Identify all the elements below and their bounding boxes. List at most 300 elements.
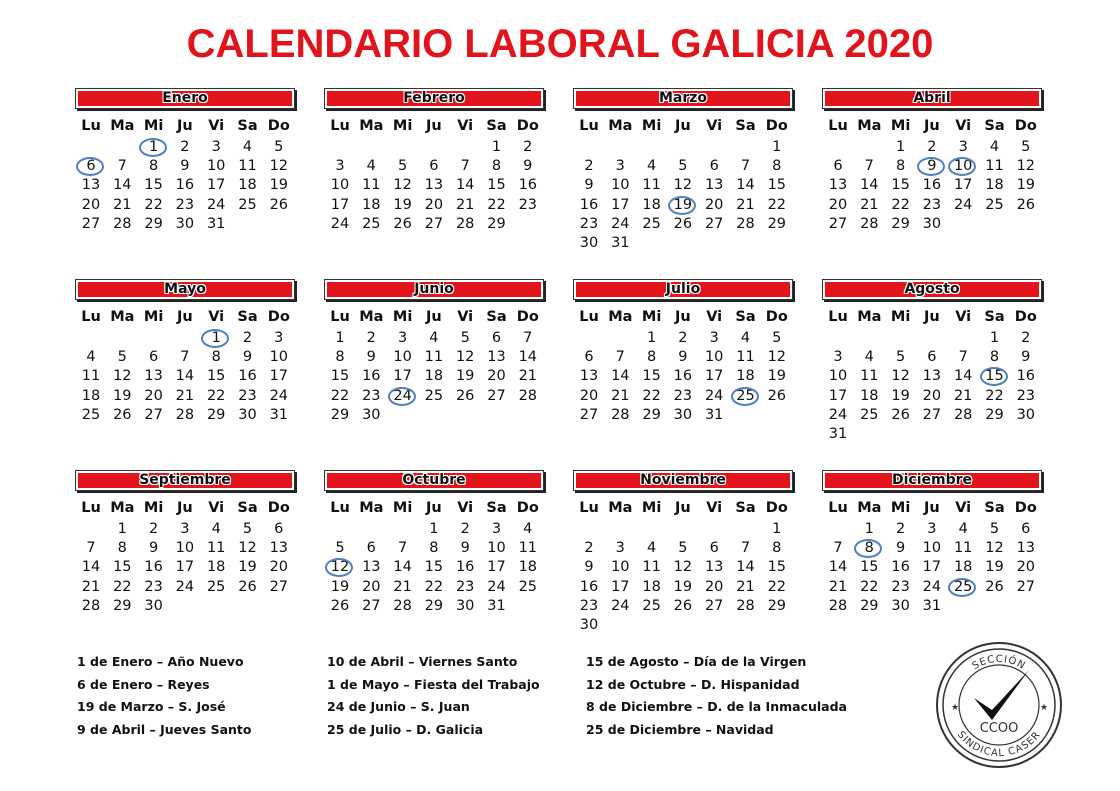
weekday-label: Sa — [984, 500, 1005, 516]
month-name: Agosto — [904, 281, 960, 297]
day-cell: 14 — [953, 368, 973, 385]
day-cell: 20 — [704, 196, 724, 213]
weekday-label: Do — [1014, 309, 1037, 325]
day-cell: 3 — [180, 521, 190, 537]
weekday-label: Do — [267, 309, 290, 325]
month-header — [324, 88, 544, 109]
day-cell: 4 — [86, 349, 96, 366]
day-cell: 4 — [646, 158, 657, 175]
day-cell: 18 — [424, 368, 444, 385]
day-cell: 28 — [393, 597, 412, 614]
day-cell: 14 — [518, 349, 538, 366]
day-cell: 12 — [673, 559, 693, 576]
day-cell: 20 — [704, 578, 724, 595]
day-cell: 1 — [646, 330, 657, 346]
day-cell: 30 — [175, 215, 195, 232]
day-cell: 10 — [206, 158, 226, 175]
weekday-label: Vi — [706, 118, 723, 134]
day-cell: 3 — [211, 139, 221, 155]
day-cell: 26 — [113, 406, 132, 423]
weekday-label: Ma — [857, 309, 882, 325]
holiday-item: 1 de Mayo – Fiesta del Trabajo — [327, 676, 540, 692]
day-cell: 12 — [767, 349, 787, 366]
weekday-label: Do — [267, 500, 290, 516]
day-cell: 7 — [740, 158, 751, 175]
day-cell: 20 — [579, 387, 599, 404]
day-cell: 18 — [81, 387, 101, 404]
day-cell: 12 — [238, 540, 257, 557]
weekday-label: Sa — [984, 309, 1005, 325]
day-cell: 10 — [611, 177, 630, 194]
holiday-item: 12 de Octubre – D. Hispanidad — [586, 676, 800, 692]
day-cell: 28 — [860, 215, 879, 232]
weekday-label: Do — [765, 118, 788, 134]
day-cell: 25 — [985, 196, 1004, 213]
day-cell: 18 — [238, 177, 257, 194]
day-cell: 11 — [985, 158, 1004, 175]
day-cell: 30 — [891, 597, 910, 614]
day-cell: 1 — [772, 521, 782, 537]
day-cell: 27 — [144, 406, 163, 423]
day-cell: 8 — [895, 158, 906, 175]
day-cell: 31 — [611, 235, 630, 251]
weekday-label: Vi — [955, 309, 972, 325]
day-cell: 16 — [579, 578, 599, 595]
weekday-label: Sa — [237, 500, 258, 516]
month-header — [573, 88, 793, 109]
day-cell: 30 — [922, 215, 942, 232]
weekday-label: Lu — [330, 118, 350, 134]
day-cell: 18 — [736, 368, 755, 385]
day-cell: 5 — [895, 349, 906, 366]
day-cell: 10 — [487, 540, 506, 557]
day-cell: 11 — [206, 540, 226, 557]
day-cell: 16 — [579, 196, 599, 213]
logo-top-text: SECCIÓN — [970, 653, 1028, 673]
day-cell: 29 — [144, 215, 163, 232]
day-cell: 27 — [424, 215, 444, 232]
weekday-label: Sa — [984, 118, 1005, 134]
day-cell: 30 — [673, 406, 693, 423]
weekday-label: Ma — [359, 309, 384, 325]
day-cell: 29 — [767, 215, 787, 232]
weekday-label: Do — [1014, 118, 1037, 134]
day-cell: 26 — [673, 597, 693, 614]
day-cell: 11 — [953, 540, 973, 557]
month-header — [75, 470, 295, 491]
day-cell: 19 — [891, 387, 910, 404]
month-agosto — [822, 279, 1048, 442]
holiday-list-col1 — [77, 654, 251, 744]
day-cell: 14 — [860, 177, 879, 194]
day-cell: 17 — [175, 559, 195, 576]
day-cell: 15 — [113, 559, 132, 576]
day-cell: 21 — [81, 578, 101, 595]
day-cell: 20 — [424, 196, 444, 213]
day-cell: 31 — [828, 426, 848, 442]
day-cell: 3 — [274, 330, 284, 346]
day-cell: 16 — [922, 177, 942, 194]
day-cell: 1 — [772, 139, 782, 155]
day-cell: 5 — [772, 330, 782, 346]
day-cell: 27 — [704, 215, 724, 232]
month-name: Julio — [665, 281, 701, 297]
svg-text:★: ★ — [951, 703, 960, 713]
day-cell: 11 — [424, 349, 444, 366]
day-cell: 18 — [518, 559, 538, 576]
day-cell: 14 — [611, 368, 630, 385]
day-cell: 18 — [985, 177, 1004, 194]
day-cell: 2 — [678, 330, 688, 346]
day-cell: 25 — [642, 597, 661, 614]
holiday-day: 12 — [324, 559, 356, 575]
weekday-label: Ju — [426, 309, 442, 325]
weekday-label: Sa — [486, 309, 507, 325]
day-cell: 4 — [989, 139, 1000, 155]
day-cell: 4 — [864, 349, 874, 366]
holiday-item: 19 de Marzo – S. José — [77, 699, 226, 714]
month-name: Marzo — [658, 90, 708, 106]
holiday-item: 24 de Junio – S. Juan — [327, 699, 470, 714]
day-cell: 21 — [953, 387, 973, 404]
weekday-label: Do — [765, 500, 788, 516]
day-cell: 26 — [330, 597, 350, 614]
day-cell: 6 — [584, 349, 594, 366]
holiday-item: 25 de Diciembre – Navidad — [586, 721, 774, 737]
weekday-label: Ju — [924, 500, 940, 516]
day-cell: 28 — [175, 406, 195, 423]
day-cell: 13 — [922, 368, 942, 385]
day-cell: 12 — [985, 540, 1004, 557]
day-cell: 1 — [895, 139, 906, 155]
day-cell: 4 — [211, 521, 221, 537]
weekday-label: Ju — [426, 118, 442, 134]
day-cell: 10 — [828, 368, 848, 385]
month-name: Junio — [414, 281, 454, 297]
weekday-label: Mi — [641, 500, 662, 516]
day-cell: 18 — [860, 387, 879, 404]
day-cell: 23 — [891, 578, 910, 595]
weekday-label: Do — [1014, 500, 1037, 516]
day-cell: 9 — [180, 158, 190, 175]
day-cell: 26 — [891, 406, 910, 423]
day-cell: 23 — [579, 597, 599, 614]
day-cell: 19 — [238, 559, 257, 576]
weekday-label: Ma — [857, 500, 882, 516]
weekday-label: Lu — [828, 118, 848, 134]
day-cell: 28 — [736, 597, 755, 614]
month-header — [75, 88, 295, 109]
day-cell: 4 — [740, 330, 751, 346]
day-cell: 3 — [615, 158, 625, 175]
month-header — [324, 279, 544, 300]
day-cell: 18 — [642, 578, 661, 595]
day-cell: 23 — [518, 196, 538, 213]
day-cell: 8 — [772, 158, 782, 175]
day-cell: 25 — [81, 406, 101, 423]
day-cell: 27 — [922, 406, 942, 423]
day-cell: 5 — [242, 521, 253, 537]
weekday-label: Ju — [924, 118, 940, 134]
day-cell: 7 — [86, 540, 96, 557]
day-cell: 24 — [269, 387, 289, 404]
day-cell: 6 — [274, 521, 284, 537]
weekday-label: Sa — [735, 309, 756, 325]
month-mayo — [75, 279, 301, 423]
day-cell: 17 — [922, 559, 942, 576]
day-cell: 19 — [330, 578, 350, 595]
day-cell: 6 — [491, 330, 502, 346]
day-cell: 17 — [330, 196, 350, 213]
day-cell: 25 — [860, 406, 879, 423]
day-cell: 11 — [362, 177, 381, 194]
day-cell: 23 — [579, 215, 599, 232]
weekday-label: Vi — [457, 500, 474, 516]
logo-bottom-text: SINDICAL CASER — [954, 729, 1044, 760]
weekday-label: Mi — [143, 118, 164, 134]
holiday-day: 1 — [200, 330, 232, 346]
day-cell: 17 — [611, 196, 630, 213]
weekday-label: Mi — [641, 309, 662, 325]
holiday-day: 6 — [75, 158, 107, 174]
day-cell: 6 — [429, 158, 439, 175]
weekday-label: Sa — [486, 500, 507, 516]
day-cell: 18 — [953, 559, 973, 576]
day-cell: 4 — [429, 330, 439, 346]
day-cell: 28 — [953, 406, 973, 423]
day-cell: 26 — [455, 387, 475, 404]
day-cell: 7 — [523, 330, 533, 346]
day-cell: 5 — [678, 540, 688, 557]
day-cell: 3 — [833, 349, 843, 366]
month-header — [822, 279, 1042, 300]
day-cell: 22 — [144, 196, 163, 213]
day-cell: 23 — [1016, 387, 1036, 404]
day-cell: 2 — [242, 330, 253, 346]
day-cell: 16 — [518, 177, 538, 194]
day-cell: 14 — [736, 559, 755, 576]
day-cell: 30 — [362, 406, 381, 423]
day-cell: 2 — [1021, 330, 1031, 346]
weekday-label: Ju — [177, 500, 193, 516]
weekday-label: Vi — [457, 309, 474, 325]
holiday-day: 19 — [667, 197, 699, 213]
day-cell: 17 — [206, 177, 226, 194]
day-cell: 29 — [487, 215, 506, 232]
day-cell: 28 — [518, 387, 538, 404]
day-cell: 7 — [117, 158, 127, 175]
day-cell: 3 — [927, 521, 937, 537]
day-cell: 27 — [269, 578, 289, 595]
day-cell: 5 — [460, 330, 470, 346]
day-cell: 22 — [642, 387, 661, 404]
day-cell: 7 — [740, 540, 751, 557]
day-cell: 23 — [144, 578, 163, 595]
day-cell: 13 — [81, 177, 101, 194]
day-cell: 26 — [1016, 196, 1036, 213]
day-cell: 13 — [144, 368, 163, 385]
day-cell: 27 — [362, 597, 381, 614]
day-cell: 25 — [362, 215, 381, 232]
day-cell: 5 — [335, 540, 345, 557]
day-cell: 24 — [704, 387, 724, 404]
day-cell: 20 — [269, 559, 289, 576]
day-cell: 17 — [393, 368, 412, 385]
weekday-label: Ju — [426, 500, 442, 516]
day-cell: 19 — [767, 368, 787, 385]
day-cell: 30 — [144, 597, 163, 614]
day-cell: 13 — [362, 559, 381, 576]
day-cell: 16 — [238, 368, 257, 385]
month-febrero — [324, 88, 550, 232]
day-cell: 29 — [767, 597, 787, 614]
weekday-label: Lu — [828, 500, 848, 516]
weekday-label: Sa — [735, 118, 756, 134]
day-cell: 22 — [767, 578, 787, 595]
day-cell: 4 — [523, 521, 533, 537]
weekday-label: Vi — [457, 118, 474, 134]
weekday-label: Vi — [208, 118, 225, 134]
weekday-label: Mi — [392, 500, 413, 516]
day-cell: 24 — [828, 406, 848, 423]
day-cell: 27 — [704, 597, 724, 614]
day-cell: 5 — [678, 158, 688, 175]
day-cell: 27 — [828, 215, 848, 232]
day-cell: 6 — [148, 349, 159, 366]
day-cell: 26 — [985, 578, 1004, 595]
day-cell: 18 — [206, 559, 226, 576]
day-cell: 11 — [736, 349, 755, 366]
weekday-label: Do — [765, 309, 788, 325]
weekday-label: Mi — [890, 309, 911, 325]
month-name: Febrero — [403, 90, 465, 106]
day-cell: 9 — [678, 349, 688, 366]
day-cell: 15 — [642, 368, 661, 385]
day-cell: 22 — [985, 387, 1004, 404]
day-cell: 21 — [113, 196, 132, 213]
day-cell: 31 — [487, 597, 506, 614]
day-cell: 5 — [397, 158, 408, 175]
day-cell: 9 — [242, 349, 253, 366]
day-cell: 27 — [81, 215, 101, 232]
month-name: Enero — [162, 90, 208, 106]
day-cell: 16 — [673, 368, 693, 385]
checkmark-icon — [974, 670, 1029, 720]
day-cell: 23 — [673, 387, 693, 404]
day-cell: 4 — [366, 158, 376, 175]
weekday-label: Ma — [359, 500, 384, 516]
holiday-item: 6 de Enero – Reyes — [77, 676, 210, 692]
weekday-label: Do — [516, 309, 539, 325]
weekday-label: Lu — [579, 118, 599, 134]
day-cell: 12 — [1016, 158, 1036, 175]
weekday-label: Ju — [675, 309, 691, 325]
day-cell: 15 — [891, 177, 910, 194]
day-cell: 3 — [615, 540, 625, 557]
day-cell: 6 — [833, 158, 843, 175]
weekday-label: Lu — [330, 500, 350, 516]
day-cell: 16 — [1016, 368, 1036, 385]
day-cell: 8 — [491, 158, 502, 175]
day-cell: 12 — [113, 368, 132, 385]
month-noviembre — [573, 470, 799, 633]
day-cell: 11 — [642, 177, 661, 194]
day-cell: 22 — [330, 387, 350, 404]
day-cell: 6 — [927, 349, 937, 366]
weekday-label: Do — [516, 500, 539, 516]
day-cell: 1 — [864, 521, 874, 537]
day-cell: 12 — [891, 368, 910, 385]
day-cell: 1 — [117, 521, 127, 537]
day-cell: 21 — [860, 196, 879, 213]
day-cell: 29 — [891, 215, 910, 232]
weekday-label: Ju — [924, 309, 940, 325]
day-cell: 9 — [148, 540, 159, 557]
day-cell: 10 — [611, 559, 630, 576]
day-cell: 26 — [673, 215, 693, 232]
day-cell: 14 — [81, 559, 101, 576]
day-cell: 7 — [864, 158, 874, 175]
weekday-label: Ju — [675, 118, 691, 134]
day-cell: 25 — [206, 578, 226, 595]
day-cell: 6 — [366, 540, 376, 557]
weekday-label: Mi — [143, 309, 164, 325]
day-cell: 20 — [487, 368, 506, 385]
day-cell: 16 — [144, 559, 163, 576]
day-cell: 21 — [455, 196, 475, 213]
month-name: Noviembre — [640, 472, 726, 488]
weekday-label: Lu — [81, 309, 101, 325]
day-cell: 26 — [767, 387, 787, 404]
day-cell: 11 — [81, 368, 101, 385]
day-cell: 23 — [175, 196, 195, 213]
month-octubre — [324, 470, 550, 614]
day-cell: 22 — [206, 387, 226, 404]
weekday-label: Ma — [110, 309, 135, 325]
holiday-list-col3 — [586, 654, 847, 744]
day-cell: 8 — [646, 349, 657, 366]
day-cell: 29 — [424, 597, 444, 614]
weekday-label: Ma — [110, 118, 135, 134]
weekday-label: Lu — [81, 500, 101, 516]
day-cell: 12 — [393, 177, 412, 194]
month-junio — [324, 279, 550, 423]
day-cell: 24 — [330, 215, 350, 232]
holiday-day: 8 — [853, 540, 885, 556]
day-cell: 8 — [335, 349, 345, 366]
weekday-label: Sa — [237, 309, 258, 325]
day-cell: 13 — [1016, 540, 1036, 557]
day-cell: 6 — [709, 158, 719, 175]
ccoo-logo-stamp — [934, 640, 1064, 770]
weekday-label: Do — [516, 118, 539, 134]
weekday-label: Ju — [177, 118, 193, 134]
day-cell: 20 — [362, 578, 381, 595]
weekday-label: Lu — [828, 309, 848, 325]
month-marzo — [573, 88, 799, 251]
day-cell: 23 — [922, 196, 942, 213]
day-cell: 22 — [860, 578, 879, 595]
holiday-day: 24 — [387, 388, 419, 404]
day-cell: 27 — [487, 387, 506, 404]
day-cell: 9 — [895, 540, 906, 557]
day-cell: 20 — [144, 387, 163, 404]
month-septiembre — [75, 470, 301, 614]
day-cell: 8 — [429, 540, 439, 557]
svg-text:★: ★ — [1040, 703, 1049, 713]
day-cell: 7 — [180, 349, 190, 366]
weekday-label: Mi — [392, 309, 413, 325]
